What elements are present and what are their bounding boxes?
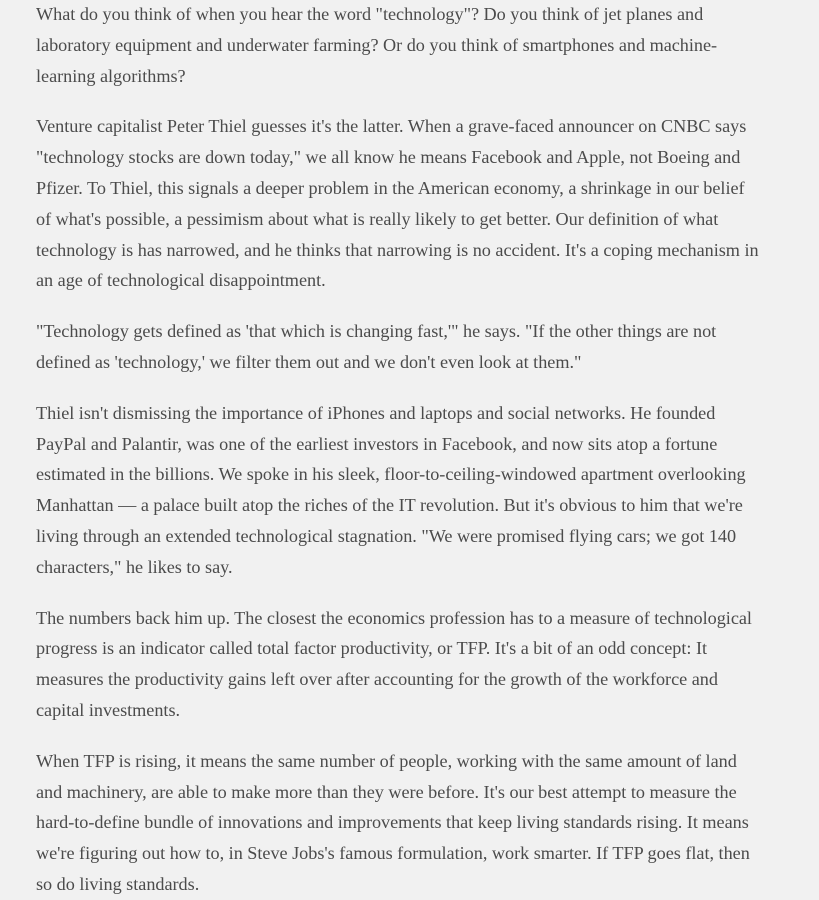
paragraph-line: living through an extended technological stagnation. "We were promised flying cars; we got 140 <box>36 525 737 546</box>
paragraph-line: of what's possible, a pessimism about what is really likely to get better. Our definition of what <box>36 208 719 229</box>
paragraph-line: so do living standards. <box>36 873 200 894</box>
paragraph-line: "Technology gets defined as 'that which is changing fast,'" he says. "If the other things are not <box>36 321 717 342</box>
paragraph-3 <box>36 316 819 378</box>
paragraph-6 <box>36 746 819 900</box>
paragraph-line: learning algorithms? <box>36 65 186 86</box>
paragraph-line: laboratory equipment and underwater farming? Or do you think of smartphones and machine- <box>36 34 718 55</box>
paragraph-line: estimated in the billions. We spoke in his sleek, floor-to-ceiling-windowed apartment overlooking <box>36 464 746 485</box>
paragraph-line: defined as 'technology,' we filter them out and we don't even look at them." <box>36 351 582 372</box>
paragraph-line: and machinery, are able to make more than they were before. It's our best attempt to measure the <box>36 781 737 802</box>
paragraph-line: we're figuring out how to, in Steve Jobs's famous formulation, work smarter. If TFP goes flat, then <box>36 843 750 864</box>
paragraph-line: an age of technological disappointment. <box>36 270 326 291</box>
paragraph-line: Pfizer. To Thiel, this signals a deeper problem in the American economy, a shrinkage in our belief <box>36 177 745 198</box>
paragraph-line: PayPal and Palantir, was one of the earliest investors in Facebook, and now sits atop a fortune <box>36 433 718 454</box>
paragraph-line: technology is has narrowed, and he thinks that narrowing is no accident. It's a coping mechanism in <box>36 239 759 260</box>
paragraph-line: What do you think of when you hear the word "technology"? Do you think of jet planes and <box>36 4 704 24</box>
paragraph-1 <box>36 0 819 91</box>
paragraph-line: The numbers back him up. The closest the economics profession has to a measure of technological <box>36 607 752 628</box>
paragraph-line: capital investments. <box>36 699 181 720</box>
paragraph-line: characters," he likes to say. <box>36 556 233 577</box>
paragraph-line: "technology stocks are down today," we all know he means Facebook and Apple, not Boeing and <box>36 147 741 168</box>
paragraph-line: Venture capitalist Peter Thiel guesses it's the latter. When a grave-faced announcer on CNBC says <box>36 116 747 137</box>
paragraph-line: Thiel isn't dismissing the importance of iPhones and laptops and social networks. He founded <box>36 402 716 423</box>
paragraph-2 <box>36 111 819 296</box>
paragraph-line: When TFP is rising, it means the same number of people, working with the same amount of land <box>36 750 737 771</box>
paragraph-line: hard-to-define bundle of innovations and improvements that keep living standards rising. It means <box>36 812 749 833</box>
paragraph-line: Manhattan — a palace built atop the riches of the IT revolution. But it's obvious to him that we're <box>36 495 743 516</box>
paragraph-4 <box>36 398 819 583</box>
paragraph-5 <box>36 603 819 726</box>
paragraph-line: progress is an indicator called total factor productivity, or TFP. It's a bit of an odd concept: It <box>36 638 708 659</box>
paragraph-line: measures the productivity gains left over after accounting for the growth of the workforce and <box>36 669 718 690</box>
